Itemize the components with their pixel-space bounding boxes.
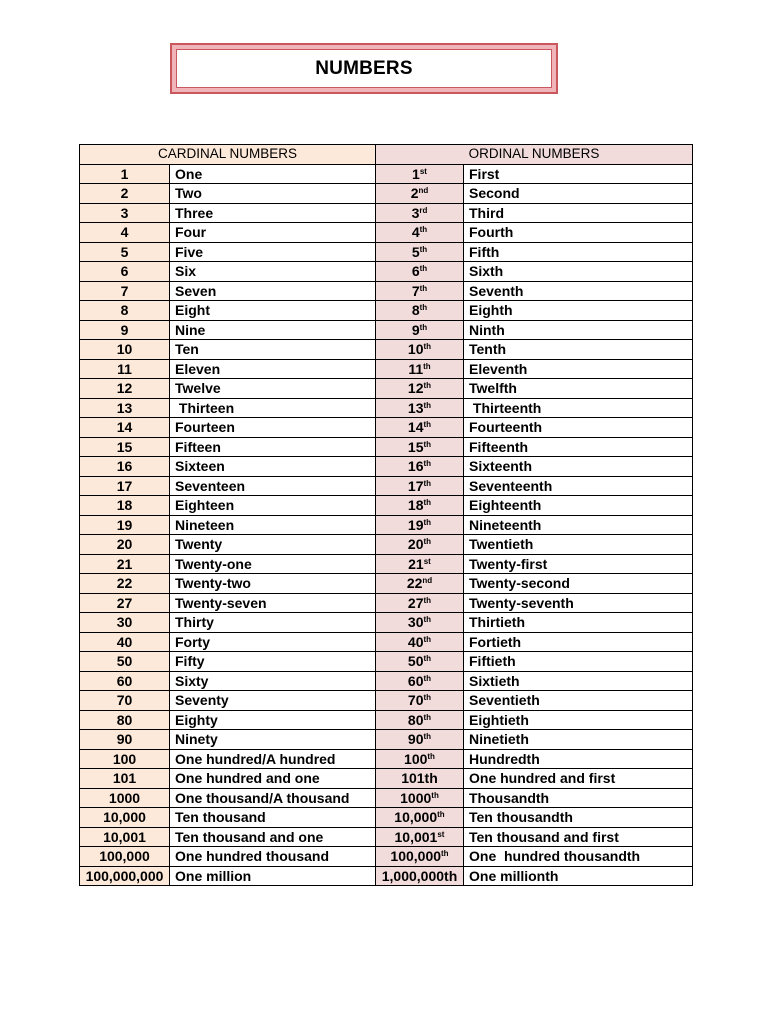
- ordinal-word: Twenty-first: [464, 554, 693, 574]
- ordinal-number-base: 10,001: [394, 828, 438, 845]
- table-row: [80, 847, 693, 867]
- ordinal-number: [376, 398, 464, 418]
- ordinal-word: Second: [464, 184, 693, 204]
- table-row: [80, 496, 693, 516]
- cardinal-number: 15: [80, 437, 170, 457]
- ordinal-suffix: th: [423, 732, 432, 742]
- cardinal-number: 13: [80, 398, 170, 418]
- ordinal-word: Fifth: [464, 242, 693, 262]
- cardinal-number: 101: [80, 769, 170, 789]
- cardinal-number: 70: [80, 691, 170, 711]
- ordinal-suffix: th: [423, 420, 432, 430]
- ordinal-number-base: 17: [407, 477, 424, 494]
- table-row: [80, 827, 693, 847]
- cardinal-word: Four: [170, 223, 376, 243]
- cardinal-number: 10,001: [80, 827, 170, 847]
- ordinal-suffix: th: [423, 498, 432, 508]
- ordinal-number: [376, 476, 464, 496]
- ordinal-word: Tenth: [464, 340, 693, 360]
- cardinal-word: Twenty-one: [170, 554, 376, 574]
- cardinal-word: One: [170, 164, 376, 184]
- ordinal-suffix: th: [423, 712, 432, 722]
- table-row: [80, 593, 693, 613]
- cardinal-number: 4: [80, 223, 170, 243]
- ordinal-number: [376, 613, 464, 633]
- page-title: NUMBERS: [176, 49, 552, 88]
- cardinal-number: 16: [80, 457, 170, 477]
- cardinal-number: 10,000: [80, 808, 170, 828]
- ordinal-suffix: th: [423, 634, 432, 644]
- cardinal-word: One million: [170, 866, 376, 886]
- table-row: [80, 710, 693, 730]
- cardinal-number: 3: [80, 203, 170, 223]
- ordinal-suffix: th: [419, 244, 428, 254]
- ordinal-number-base: 7: [411, 282, 420, 299]
- ordinal-number-base: 101th: [401, 770, 438, 787]
- ordinal-number: [376, 184, 464, 204]
- table-row: [80, 301, 693, 321]
- cardinal-word: One hundred/A hundred: [170, 749, 376, 769]
- table-row: [80, 769, 693, 789]
- ordinal-number: [376, 535, 464, 555]
- ordinal-word: Thousandth: [464, 788, 693, 808]
- ordinal-number: [376, 203, 464, 223]
- ordinal-number: [376, 749, 464, 769]
- ordinal-header: ORDINAL NUMBERS: [376, 145, 693, 165]
- cardinal-word: Eighty: [170, 710, 376, 730]
- ordinal-word: One millionth: [464, 866, 693, 886]
- cardinal-word: Thirteen: [170, 398, 376, 418]
- ordinal-suffix: th: [419, 264, 428, 274]
- ordinal-suffix: st: [419, 166, 427, 176]
- cardinal-number: 10: [80, 340, 170, 360]
- table-row: [80, 320, 693, 340]
- ordinal-word: One hundred and first: [464, 769, 693, 789]
- cardinal-word: One thousand/A thousand: [170, 788, 376, 808]
- ordinal-word: Ten thousand and first: [464, 827, 693, 847]
- table-row: [80, 476, 693, 496]
- ordinal-suffix: th: [437, 810, 445, 820]
- ordinal-word: Eleventh: [464, 359, 693, 379]
- ordinal-number-base: 100,000: [390, 848, 442, 865]
- table-header-row: [80, 145, 693, 165]
- ordinal-number: [376, 652, 464, 672]
- ordinal-word: Ninetieth: [464, 730, 693, 750]
- ordinal-number-base: 10,000: [394, 809, 438, 826]
- ordinal-suffix: th: [419, 322, 428, 332]
- ordinal-suffix: th: [423, 459, 432, 469]
- table-row: [80, 788, 693, 808]
- cardinal-number: 18: [80, 496, 170, 516]
- ordinal-word: Fortieth: [464, 632, 693, 652]
- ordinal-suffix: th: [423, 673, 432, 683]
- title-frame: [170, 43, 558, 94]
- cardinal-word: Sixteen: [170, 457, 376, 477]
- ordinal-number: [376, 437, 464, 457]
- cardinal-number: 19: [80, 515, 170, 535]
- table-row: [80, 535, 693, 555]
- ordinal-suffix: th: [423, 693, 432, 703]
- ordinal-number: [376, 457, 464, 477]
- ordinal-number: [376, 223, 464, 243]
- cardinal-number: 6: [80, 262, 170, 282]
- cardinal-word: Nineteen: [170, 515, 376, 535]
- cardinal-word: Three: [170, 203, 376, 223]
- table-row: [80, 242, 693, 262]
- ordinal-word: Nineteenth: [464, 515, 693, 535]
- ordinal-number-base: 50: [407, 653, 424, 670]
- ordinal-suffix: th: [423, 439, 432, 449]
- ordinal-number-base: 2: [410, 185, 419, 202]
- ordinal-suffix: th: [423, 478, 432, 488]
- ordinal-suffix: rd: [419, 205, 428, 215]
- cardinal-word: Nine: [170, 320, 376, 340]
- cardinal-word: Six: [170, 262, 376, 282]
- ordinal-number: [376, 710, 464, 730]
- cardinal-word: One hundred thousand: [170, 847, 376, 867]
- ordinal-word: Fourteenth: [464, 418, 693, 438]
- ordinal-word: Twenty-seventh: [464, 593, 693, 613]
- ordinal-word: Eighth: [464, 301, 693, 321]
- cardinal-word: Eight: [170, 301, 376, 321]
- cardinal-number: 14: [80, 418, 170, 438]
- ordinal-number: [376, 320, 464, 340]
- table-row: [80, 554, 693, 574]
- ordinal-number-base: 12: [407, 380, 424, 397]
- ordinal-number: [376, 866, 464, 886]
- cardinal-word: Ten: [170, 340, 376, 360]
- ordinal-suffix: nd: [418, 186, 429, 196]
- table-row: [80, 437, 693, 457]
- table-row: [80, 613, 693, 633]
- cardinal-number: 27: [80, 593, 170, 613]
- ordinal-suffix: st: [437, 829, 445, 839]
- ordinal-word: Twelfth: [464, 379, 693, 399]
- table-row: [80, 671, 693, 691]
- ordinal-number-base: 20: [407, 536, 424, 553]
- ordinal-number-base: 19: [407, 516, 424, 533]
- cardinal-word: One hundred and one: [170, 769, 376, 789]
- ordinal-number: [376, 593, 464, 613]
- ordinal-word: Thirtieth: [464, 613, 693, 633]
- ordinal-number: [376, 340, 464, 360]
- ordinal-word: Sixth: [464, 262, 693, 282]
- ordinal-word: Seventh: [464, 281, 693, 301]
- ordinal-number: [376, 242, 464, 262]
- ordinal-number: [376, 164, 464, 184]
- cardinal-number: 90: [80, 730, 170, 750]
- ordinal-word: One hundred thousandth: [464, 847, 693, 867]
- ordinal-word: Eighteenth: [464, 496, 693, 516]
- ordinal-number-base: 21: [408, 555, 424, 572]
- cardinal-word: Five: [170, 242, 376, 262]
- table-row: [80, 691, 693, 711]
- ordinal-number: [376, 281, 464, 301]
- cardinal-word: Fifty: [170, 652, 376, 672]
- ordinal-suffix: th: [419, 225, 428, 235]
- table-row: [80, 730, 693, 750]
- ordinal-word: Twentieth: [464, 535, 693, 555]
- ordinal-number: [376, 847, 464, 867]
- ordinal-suffix: nd: [422, 576, 433, 586]
- ordinal-number: [376, 769, 464, 789]
- ordinal-number: [376, 418, 464, 438]
- cardinal-number: 21: [80, 554, 170, 574]
- ordinal-number-base: 22: [406, 575, 423, 592]
- table-row: [80, 866, 693, 886]
- table-row: [80, 808, 693, 828]
- ordinal-number: [376, 827, 464, 847]
- ordinal-number-base: 1,000,000th: [381, 867, 458, 884]
- ordinal-number-base: 70: [407, 692, 424, 709]
- ordinal-number-base: 6: [411, 263, 420, 280]
- ordinal-suffix: th: [423, 361, 431, 371]
- cardinal-word: Fourteen: [170, 418, 376, 438]
- table-row: [80, 749, 693, 769]
- table-row: [80, 418, 693, 438]
- ordinal-number: [376, 671, 464, 691]
- cardinal-word: Thirty: [170, 613, 376, 633]
- cardinal-number: 80: [80, 710, 170, 730]
- ordinal-number: [376, 496, 464, 516]
- ordinal-number-base: 100: [404, 750, 428, 767]
- ordinal-number-base: 4: [411, 224, 420, 241]
- ordinal-number: [376, 301, 464, 321]
- table-row: [80, 262, 693, 282]
- table-row: [80, 184, 693, 204]
- cardinal-number: 40: [80, 632, 170, 652]
- table-row: [80, 281, 693, 301]
- ordinal-suffix: th: [423, 342, 432, 352]
- table-row: [80, 379, 693, 399]
- ordinal-number-base: 40: [407, 633, 424, 650]
- table-row: [80, 652, 693, 672]
- cardinal-number: 12: [80, 379, 170, 399]
- ordinal-word: Third: [464, 203, 693, 223]
- table-row: [80, 632, 693, 652]
- cardinal-number: 17: [80, 476, 170, 496]
- cardinal-word: Sixty: [170, 671, 376, 691]
- ordinal-number-base: 10: [407, 341, 424, 358]
- ordinal-suffix: th: [423, 595, 432, 605]
- ordinal-word: Ten thousandth: [464, 808, 693, 828]
- cardinal-word: Seven: [170, 281, 376, 301]
- ordinal-word: Fourth: [464, 223, 693, 243]
- numbers-table: [79, 144, 693, 886]
- ordinal-word: Fifteenth: [464, 437, 693, 457]
- ordinal-suffix: st: [423, 556, 431, 566]
- ordinal-number: [376, 262, 464, 282]
- ordinal-number: [376, 554, 464, 574]
- ordinal-number-base: 9: [411, 321, 420, 338]
- cardinal-word: Ten thousand: [170, 808, 376, 828]
- ordinal-number: [376, 788, 464, 808]
- cardinal-number: 7: [80, 281, 170, 301]
- cardinal-number: 20: [80, 535, 170, 555]
- cardinal-number: 22: [80, 574, 170, 594]
- cardinal-word: Ninety: [170, 730, 376, 750]
- ordinal-number-base: 18: [407, 497, 424, 514]
- cardinal-word: Eleven: [170, 359, 376, 379]
- ordinal-number: [376, 379, 464, 399]
- ordinal-number-base: 27: [407, 594, 424, 611]
- ordinal-suffix: th: [419, 283, 428, 293]
- table-row: [80, 574, 693, 594]
- ordinal-suffix: th: [423, 537, 432, 547]
- ordinal-word: Thirteenth: [464, 398, 693, 418]
- ordinal-number-base: 30: [407, 614, 424, 631]
- ordinal-suffix: th: [423, 381, 432, 391]
- ordinal-number-base: 13: [407, 399, 424, 416]
- ordinal-suffix: th: [423, 654, 432, 664]
- cardinal-number: 100,000,000: [80, 866, 170, 886]
- table-row: [80, 203, 693, 223]
- cardinal-word: Eighteen: [170, 496, 376, 516]
- cardinal-number: 8: [80, 301, 170, 321]
- table-row: [80, 223, 693, 243]
- cardinal-word: Twenty-seven: [170, 593, 376, 613]
- cardinal-word: Seventy: [170, 691, 376, 711]
- table-row: [80, 359, 693, 379]
- ordinal-number-base: 14: [407, 419, 424, 436]
- cardinal-word: Twenty: [170, 535, 376, 555]
- ordinal-suffix: th: [423, 400, 432, 410]
- ordinal-number: [376, 359, 464, 379]
- ordinal-number-base: 60: [407, 672, 424, 689]
- table-row: [80, 164, 693, 184]
- cardinal-header: CARDINAL NUMBERS: [80, 145, 376, 165]
- cardinal-word: Seventeen: [170, 476, 376, 496]
- cardinal-word: Twelve: [170, 379, 376, 399]
- ordinal-number: [376, 574, 464, 594]
- ordinal-number: [376, 691, 464, 711]
- ordinal-word: Sixtieth: [464, 671, 693, 691]
- ordinal-number-base: 3: [411, 204, 420, 221]
- table-row: [80, 398, 693, 418]
- cardinal-number: 11: [80, 359, 170, 379]
- ordinal-suffix: th: [441, 849, 449, 859]
- ordinal-number-base: 8: [411, 302, 420, 319]
- ordinal-word: Eightieth: [464, 710, 693, 730]
- ordinal-number-base: 16: [407, 458, 424, 475]
- ordinal-suffix: th: [431, 790, 439, 800]
- ordinal-word: Seventieth: [464, 691, 693, 711]
- cardinal-word: Forty: [170, 632, 376, 652]
- ordinal-word: Seventeenth: [464, 476, 693, 496]
- cardinal-number: 9: [80, 320, 170, 340]
- cardinal-word: Fifteen: [170, 437, 376, 457]
- cardinal-number: 1: [80, 164, 170, 184]
- ordinal-suffix: th: [423, 517, 432, 527]
- cardinal-number: 100: [80, 749, 170, 769]
- table-row: [80, 515, 693, 535]
- cardinal-number: 1000: [80, 788, 170, 808]
- ordinal-word: Ninth: [464, 320, 693, 340]
- ordinal-word: Fiftieth: [464, 652, 693, 672]
- cardinal-word: Twenty-two: [170, 574, 376, 594]
- ordinal-number: [376, 808, 464, 828]
- ordinal-word: Twenty-second: [464, 574, 693, 594]
- ordinal-number: [376, 632, 464, 652]
- cardinal-number: 30: [80, 613, 170, 633]
- ordinal-number-base: 11: [408, 360, 424, 377]
- ordinal-suffix: th: [427, 751, 435, 761]
- ordinal-suffix: th: [423, 615, 432, 625]
- ordinal-word: Hundredth: [464, 749, 693, 769]
- ordinal-number-base: 1000: [400, 789, 432, 806]
- cardinal-number: 60: [80, 671, 170, 691]
- cardinal-number: 5: [80, 242, 170, 262]
- cardinal-word: Ten thousand and one: [170, 827, 376, 847]
- ordinal-number-base: 80: [407, 711, 424, 728]
- cardinal-number: 2: [80, 184, 170, 204]
- table-row: [80, 340, 693, 360]
- ordinal-number-base: 5: [411, 243, 420, 260]
- table-row: [80, 457, 693, 477]
- ordinal-number-base: 15: [407, 438, 424, 455]
- ordinal-word: First: [464, 164, 693, 184]
- ordinal-number: [376, 730, 464, 750]
- ordinal-number-base: 90: [407, 731, 424, 748]
- cardinal-number: 50: [80, 652, 170, 672]
- cardinal-number: 100,000: [80, 847, 170, 867]
- ordinal-suffix: th: [419, 303, 428, 313]
- cardinal-word: Two: [170, 184, 376, 204]
- ordinal-number: [376, 515, 464, 535]
- ordinal-word: Sixteenth: [464, 457, 693, 477]
- ordinal-number-base: 1: [412, 165, 420, 182]
